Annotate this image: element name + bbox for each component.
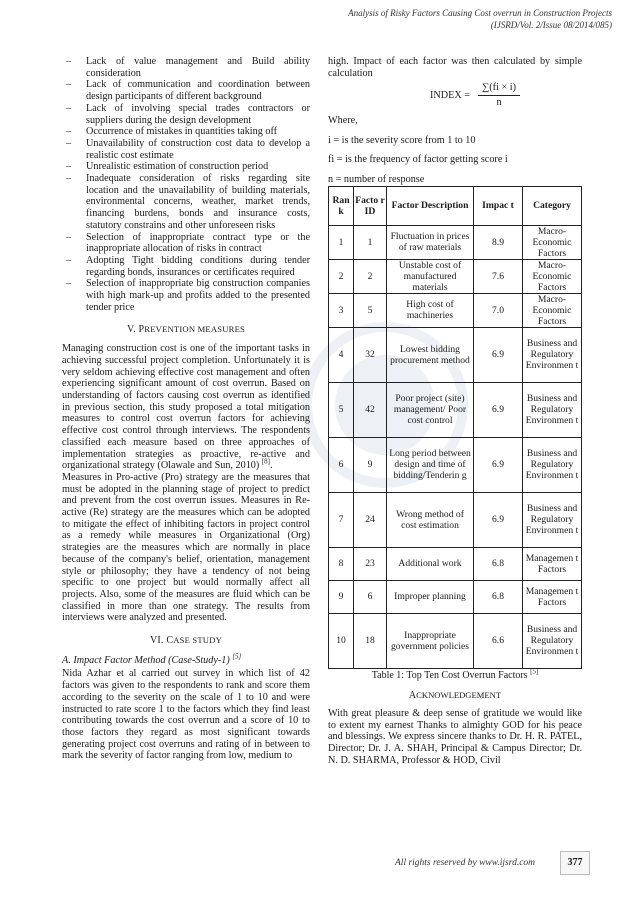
section-title-rest: ASE STUDY (173, 635, 223, 646)
page-number: 377 (560, 851, 590, 875)
category-cell: Business and Regulatory Environmen t (523, 613, 582, 668)
impact-intro: high. Impact of each factor was then calculated by simple calculation (328, 56, 582, 79)
rank-cell: 4 (329, 327, 354, 382)
table-header-row (329, 186, 582, 225)
table-row (329, 437, 582, 492)
prevention-paragraph-2: Measures in Pro-active (Pro) strategy are the measures that must be adopted in the planning stage of project to predict and prevent from the cost overrun issues. Measures in Re-active (Re) strategy are the measures which can be adopted to mitigate the effect of inhibiting factors in project control as a remedy while measures in Organizational (Org) strategies are the measures which are normally in place because of the company's belief, orientation, management style or philosophy; they have a tendency of not being specific to one project but would normally affect all projects. Also, some of the measures are fluid which can be classified in more than one strategy. The results from interviews were analyzed and presented. (62, 471, 310, 624)
factor-id-cell: 24 (354, 492, 387, 547)
risk-factor-text: Selection of inappropriate big construction companies with high mark-up and profits added to the presented tender price (86, 278, 310, 313)
factor-description-cell: High cost of machineries (387, 293, 474, 327)
list-dash: – (66, 56, 72, 67)
table-row (329, 580, 582, 613)
caption-text: Table 1: Top Ten Cost Overrun Factors (371, 669, 528, 681)
risk-factor-text: Lack of involving special trades contractors or suppliers during the design development (86, 102, 310, 126)
impact-cell: 7.0 (474, 293, 523, 327)
rank-cell: 3 (329, 293, 354, 327)
rank-cell: 9 (329, 580, 354, 613)
header-citation: (IJSRD/Vol. 2/Issue 08/2014/085) (490, 19, 612, 30)
acknowledgement-text: With great pleasure & deep sense of gratitude we would like to extent my earnest Thanks to almighty GOD for his peace and blessings. We express sincere thanks to Dr. H. R. PATEL, Director; Dr. J. A. SHAH, Principal & Campus Director; Dr. N. D. SHARMA, Professor & HOD, Civil (328, 708, 582, 766)
factor-id-cell: 6 (354, 580, 387, 613)
factor-id-cell: 5 (354, 293, 387, 327)
acknowledgement-heading (328, 690, 582, 702)
formula-fraction (478, 82, 520, 108)
subsection-heading-impact-factor (62, 652, 310, 667)
formula-denominator: n (496, 97, 502, 109)
impact-cell: 6.8 (474, 547, 523, 580)
impact-cell: 8.9 (474, 225, 523, 259)
risk-factor-text: Occurrence of mistakes in quantities taking off (86, 126, 278, 138)
right-column (328, 56, 582, 767)
citation-ref: [5] (530, 667, 539, 676)
factor-id-cell: 42 (354, 382, 387, 437)
factor-description-cell: Additional work (387, 547, 474, 580)
factor-description-cell: Wrong method of cost estimation (387, 492, 474, 547)
section-number: V. (126, 324, 136, 336)
factor-description-cell: Long period between design and time of bidding/Tenderin g (387, 437, 474, 492)
paragraph-text: Managing construction cost is one of the important tasks in achieving successful project completion. Unfortunately it is very seldom achieving effective cost management and often experiencing significant amount of cost overrun. Based on understanding of factors causing cost overrun as identified in previous section, this study proposed a total mitigation measures to control cost overrun factors for achieving effective cost control through interviews. The respondents classified each measure based on three approaches of implementation strategies as proactive, re-active and organizational strategy (Olawale and Sun, 2010) (62, 343, 310, 472)
where-label: Where, (328, 114, 358, 126)
risk-factor-text: Unrealistic estimation of construction period (86, 161, 269, 173)
risk-factor-item (62, 232, 310, 255)
definition-fi: fi = is the frequency of factor getting score i (328, 154, 508, 166)
factor-id-cell: 1 (354, 225, 387, 259)
table-row (329, 293, 582, 327)
footer-rights: All rights reserved by www.ijsrd.com (395, 858, 536, 868)
impact-cell: 6.9 (474, 327, 523, 382)
rank-cell: 8 (329, 547, 354, 580)
list-dash: – (66, 254, 72, 266)
factor-id-cell: 2 (354, 259, 387, 293)
impact-cell: 6.9 (474, 492, 523, 547)
risk-factor-item (62, 255, 310, 278)
factor-description-cell: Lowest bidding procurement method (387, 327, 474, 382)
category-cell: Macro-Economic Factors (523, 293, 582, 327)
subsection-title: A. Impact Factor Method (Case-Study-1) (62, 654, 230, 666)
rank-cell: 1 (329, 225, 354, 259)
table-caption (328, 667, 582, 682)
factor-id-cell: 9 (354, 437, 387, 492)
factor-description-cell: Unstable cost of manufactured materials (387, 259, 474, 293)
risk-factor-item (62, 173, 310, 232)
section-heading-case-study (62, 635, 310, 647)
category-cell: Macro-Economic Factors (523, 225, 582, 259)
header-rank: Ran k (329, 186, 354, 225)
section-initial: C (166, 635, 174, 647)
risk-factor-item (62, 278, 310, 313)
citation-ref: [8] (261, 457, 270, 466)
case-study-paragraph: Nida Azhar et al carried out survey in which list of 42 factors was given to the respondents to rank and score them according to the severity on the scale of 1 to 10 and were instructed to rate score 1 to the factors which they find least contributing towards the cost overrun and a score of 10 to those factors they regard as most significant towards generating project cost overruns and rating of in between to mark the severity of factor ranging from low, medium to (62, 668, 310, 762)
category-cell: Managemen t Factors (523, 580, 582, 613)
header-factor-description: Factor Description (387, 186, 474, 225)
factor-description-cell: Fluctuation in prices of raw materials (387, 225, 474, 259)
risk-factor-text: Lack of value management and Build ability consideration (86, 56, 310, 79)
category-cell: Business and Regulatory Environmen t (523, 437, 582, 492)
category-cell: Macro-Economic Factors (523, 259, 582, 293)
section-number: VI. (149, 635, 164, 647)
category-cell: Business and Regulatory Environmen t (523, 327, 582, 382)
heading-initial: A (408, 690, 417, 702)
table-row (329, 492, 582, 547)
factor-id-cell: 23 (354, 547, 387, 580)
list-dash: – (66, 102, 72, 114)
factor-description-cell: Inappropriate government policies (387, 613, 474, 668)
left-column (62, 56, 310, 762)
rank-cell: 6 (329, 437, 354, 492)
list-dash: – (66, 278, 72, 290)
risk-factor-item (62, 56, 310, 79)
risk-factor-item (62, 161, 310, 173)
list-dash: – (66, 137, 72, 149)
citation-ref: [5] (232, 652, 242, 661)
impact-cell: 6.9 (474, 437, 523, 492)
factor-id-cell: 18 (354, 613, 387, 668)
table-row (329, 613, 582, 668)
factor-description-cell: Improper planning (387, 580, 474, 613)
rank-cell: 5 (329, 382, 354, 437)
factor-id-cell: 32 (354, 327, 387, 382)
running-header (192, 8, 612, 31)
risk-factor-text: Unavailability of construction cost data to develop a realistic cost estimate (86, 137, 310, 161)
table-body (329, 225, 582, 668)
list-dash: – (66, 126, 72, 138)
list-dash: – (66, 231, 72, 243)
risk-factor-text: Adopting Tight bidding conditions during tender regarding bonds, insurances or certificates required (86, 254, 310, 278)
impact-cell: 7.6 (474, 259, 523, 293)
risk-factor-item (62, 126, 310, 138)
risk-factor-text: Inadequate consideration of risks regarding site location and the unavailability of building materials, environmental concerns, weather, market trends, financing burdens, bonds and insurance costs, statutory constrains and other unforeseen risks (86, 173, 310, 231)
category-cell: Managemen t Factors (523, 547, 582, 580)
risk-factor-item (62, 79, 310, 102)
header-category: Category (523, 186, 582, 225)
table-row (329, 547, 582, 580)
category-cell: Business and Regulatory Environmen t (523, 382, 582, 437)
risk-factor-item (62, 103, 310, 126)
rank-cell: 10 (329, 613, 354, 668)
rank-cell: 7 (329, 492, 354, 547)
risk-factor-text: Lack of communication and coordination between design participants of different background (86, 79, 310, 103)
impact-cell: 6.6 (474, 613, 523, 668)
factor-description-cell: Poor project (site) management/ Poor cost control (387, 382, 474, 437)
list-dash: – (66, 79, 72, 91)
header-factor-id: Facto r ID (354, 186, 387, 225)
prevention-paragraph-1: Managing construction cost is one of the important tasks in achieving successful project completion. Unfortunately it is very seldom achieving effective cost management and often experiencing significant amount of cost overrun. Based on understanding of factors causing cost overrun as identified in previous section, this study proposed a total mitigation measures to control cost overrun factors for achieving effective cost control through interviews. The respondents classified each measure based on three approaches of implementation strategies as proactive, re-active and organizational strategy (Olawale and Sun, 2010) [8]. (62, 343, 310, 472)
category-cell: Business and Regulatory Environmen t (523, 492, 582, 547)
table-row (329, 382, 582, 437)
section-title-rest: REVENTION MEASURES (144, 324, 246, 335)
formula-numerator: ∑(fi × i) (478, 82, 520, 96)
table-row (329, 327, 582, 382)
section-initial: P (138, 324, 145, 336)
table-row (329, 225, 582, 259)
definition-i: i = is the severity score from 1 to 10 (328, 134, 476, 146)
risk-factor-text: Selection of inappropriate contract type or the inappropriate allocation of risks in contract (86, 231, 310, 255)
list-dash: – (66, 161, 72, 173)
top-ten-factors-table (328, 186, 582, 669)
risk-factor-list (62, 56, 310, 313)
header-impact: Impac t (474, 186, 523, 225)
rank-cell: 2 (329, 259, 354, 293)
index-formula (368, 82, 582, 108)
formula-lhs: INDEX = (430, 89, 471, 101)
list-dash: – (66, 173, 72, 185)
impact-cell: 6.9 (474, 382, 523, 437)
heading-rest: CKNOWLEDGEMENT (416, 690, 502, 701)
risk-factor-item (62, 138, 310, 161)
header-title: Analysis of Risky Factors Causing Cost overrun in Construction Projects (348, 8, 612, 18)
definition-n: n = number of response (328, 173, 425, 185)
section-heading-prevention (62, 324, 310, 336)
table-row (329, 259, 582, 293)
impact-cell: 6.8 (474, 580, 523, 613)
